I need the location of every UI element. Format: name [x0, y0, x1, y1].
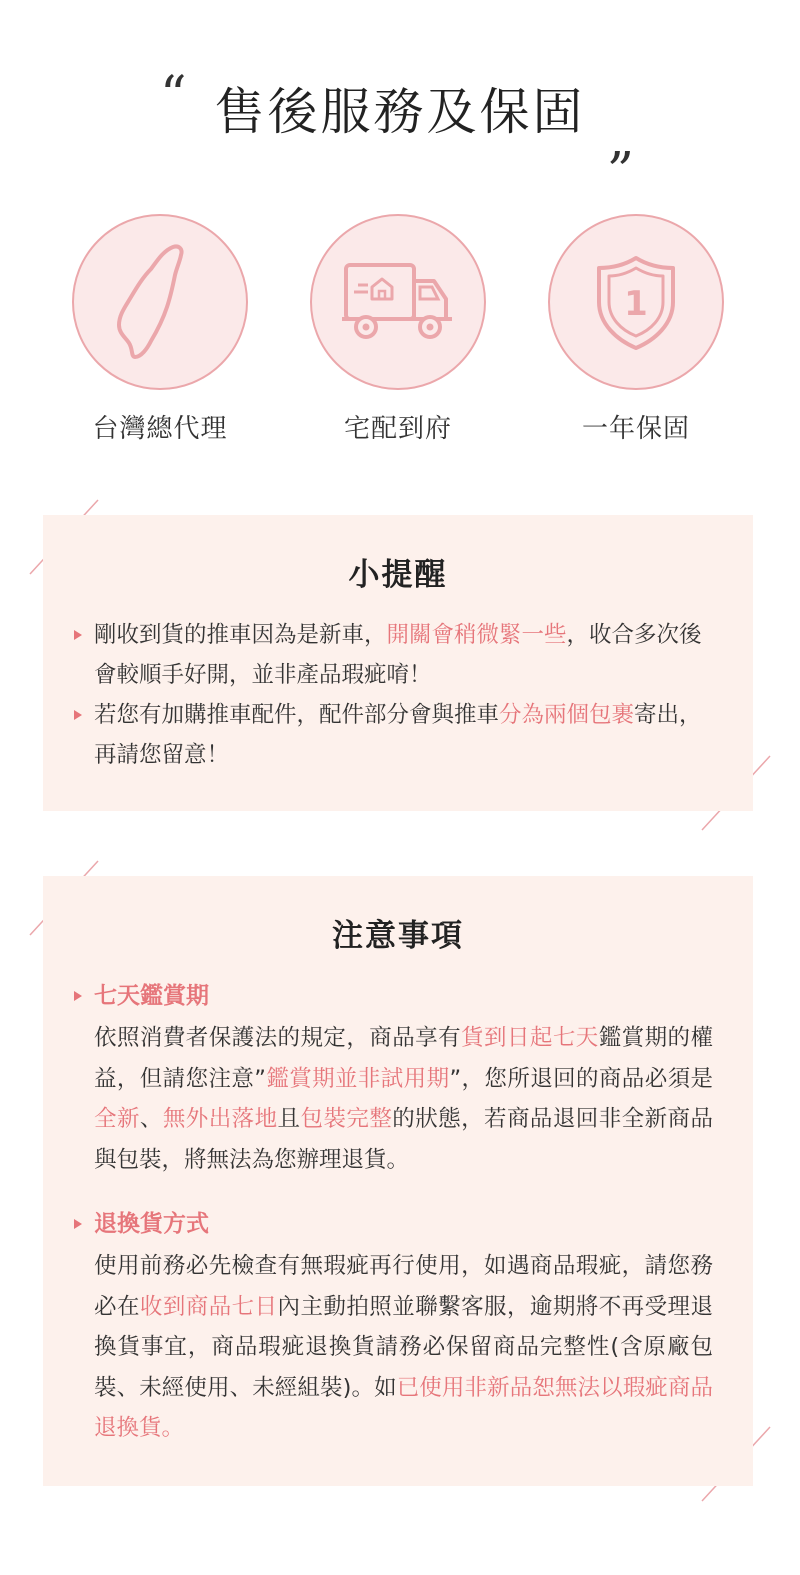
notice-title: 注意事項: [332, 918, 464, 954]
triangle-bullet-icon: [74, 710, 82, 720]
feature-circle: [548, 214, 724, 390]
shield-number: 1: [624, 284, 648, 324]
triangle-bullet-icon: [74, 1219, 82, 1229]
section-heading-seven-day: 七天鑑賞期: [43, 978, 753, 1014]
feature-home-delivery: [308, 214, 488, 445]
list-item: [43, 615, 753, 695]
feature-one-year-warranty: [546, 214, 726, 445]
seven-day-paragraph: 依照消費者保護法的規定，商品享有貨到日起七天鑑賞期的權益，但請您注意”鑑賞期並非試用期”，您所退回的商品必須是全新、無外出落地且包裝完整的狀態，若商品退回非全新商品與包裝，將無法為您辦理退貨。: [94, 1025, 713, 1173]
close-quote-mark: „: [608, 110, 635, 170]
section-heading-return-exchange: 退換貨方式: [43, 1206, 753, 1242]
item-highlight: 開關會稍微緊一些: [386, 622, 567, 648]
item-text: ，收合多次後會較順手好開，並非產品瑕疵唷！: [94, 622, 702, 688]
shield-number-icon: [591, 252, 681, 352]
page-title: 售後服務及保固: [214, 83, 586, 141]
item-text: 寄出，再請您留意！: [94, 702, 702, 768]
reminder-title: 小提醒: [348, 557, 448, 593]
triangle-bullet-icon: [74, 630, 82, 640]
taiwan-map-icon: [105, 237, 215, 367]
feature-label: 宅配到府: [343, 414, 452, 444]
reminder-list: [43, 615, 753, 775]
triangle-bullet-icon: [74, 991, 82, 1001]
open-quote-mark: “: [160, 66, 187, 126]
reminder-card: [43, 515, 753, 811]
return-exchange-paragraph: 使用前務必先檢查有無瑕疵再行使用，如遇商品瑕疵，請您務必在收到商品七日內主動拍照並聯繫客服，逾期將不再受理退換貨事宜，商品瑕疵退換貨請務必保留商品完整性(含原廠包裝、未經使用、未經組裝)。如已使用非新品恕無法以瑕疵商品退換貨。: [94, 1253, 713, 1441]
feature-circle: [72, 214, 248, 390]
feature-taiwan-agent: [70, 214, 250, 445]
feature-label: 台灣總代理: [92, 414, 228, 444]
item-text: 剛收到貨的推車因為是新車，: [94, 622, 387, 648]
section-header: [0, 66, 800, 170]
list-item: [43, 695, 753, 775]
notice-card: [43, 876, 753, 1486]
item-text: 若您有加購推車配件，配件部分會與推車: [94, 702, 500, 728]
item-highlight: 分為兩個包裹: [499, 702, 635, 728]
feature-label: 一年保固: [581, 414, 690, 444]
feature-circle: [310, 214, 486, 390]
delivery-truck-icon: [338, 257, 458, 347]
